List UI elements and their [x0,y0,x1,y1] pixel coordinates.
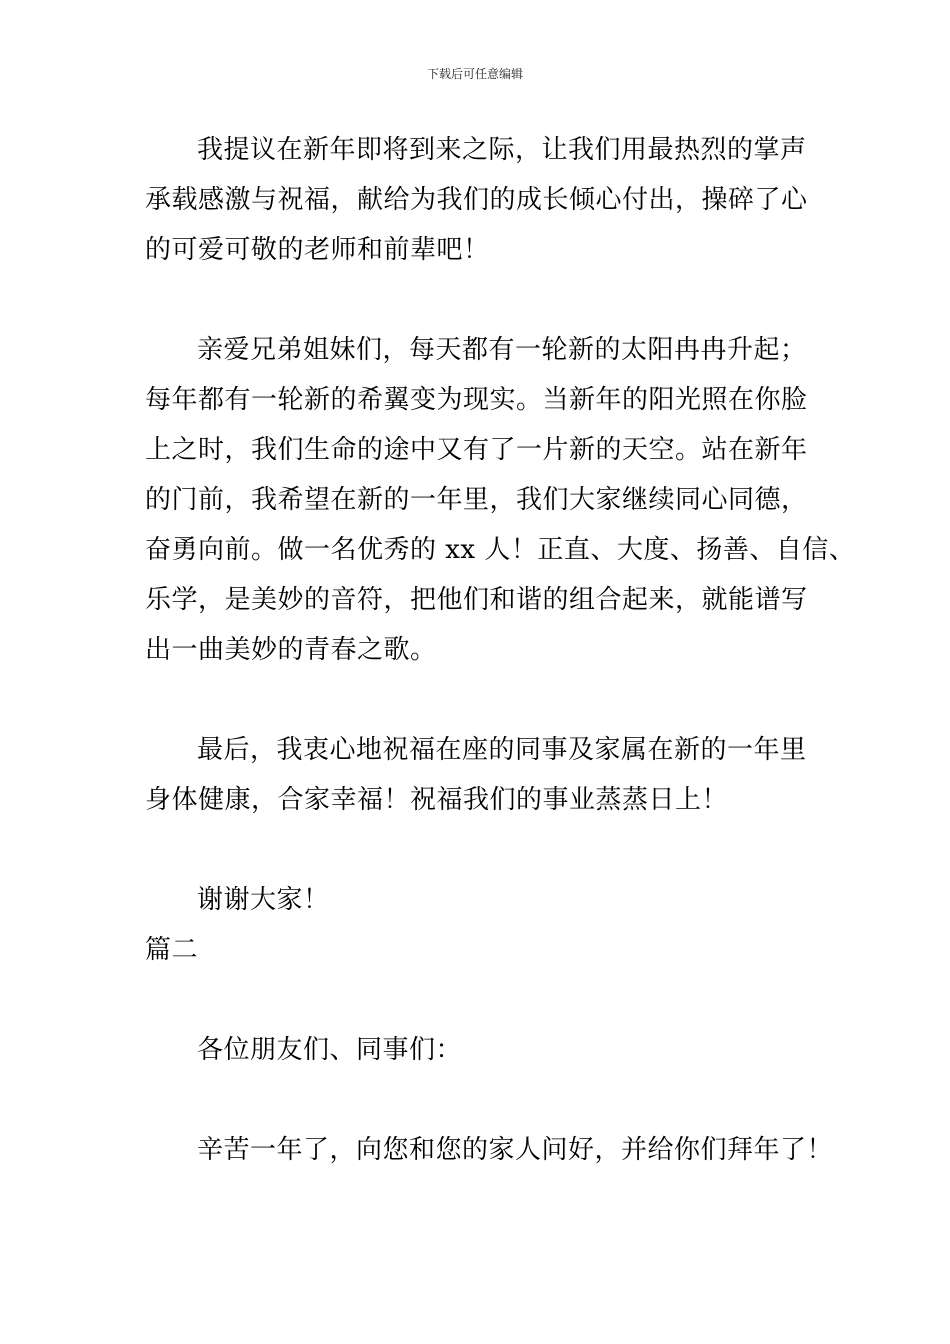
greeting-line: 各位朋友们、同事们： [197,1035,463,1065]
paragraph-1-line-1: 我提议在新年即将到来之际，让我们用最热烈的掌声 [197,135,807,165]
paragraph-3-line-1: 最后，我衷心地祝福在座的同事及家属在新的一年里 [197,735,807,765]
paragraph-2-line-2: 每年都有一轮新的希翼变为现实。当新年的阳光照在你脸 [145,385,808,415]
paragraph-2-line-3: 上之时，我们生命的途中又有了一片新的天空。站在新年 [145,435,808,465]
section-heading: 篇二 [145,935,199,965]
paragraph-2-line-4: 的门前，我希望在新的一年里，我们大家继续同心同德， [145,485,808,515]
paragraph-2-line-1: 亲爱兄弟姐妹们，每天都有一轮新的太阳冉冉升起； [197,335,807,365]
new-year-wish-line: 辛苦一年了，向您和您的家人问好，并给你们拜年了！ [197,1135,834,1165]
paragraph-2-line-5: 奋勇向前。做一名优秀的 xx 人！正直、大度、扬善、自信、 [145,535,856,565]
header-note: 下载后可任意编辑 [426,67,523,81]
thanks-line: 谢谢大家！ [197,885,330,915]
paragraph-1-line-3: 的可爱可敬的老师和前辈吧！ [145,235,490,265]
paragraph-1-line-2: 承载感激与祝福，献给为我们的成长倾心付出，操碎了心 [145,185,808,215]
paragraph-3-line-2: 身体健康，合家幸福！祝福我们的事业蒸蒸日上！ [145,785,729,815]
paragraph-2-line-6: 乐学，是美妙的音符，把他们和谐的组合起来，就能谱写 [145,585,808,615]
paragraph-2-line-7: 出一曲美妙的青春之歌。 [145,635,437,665]
